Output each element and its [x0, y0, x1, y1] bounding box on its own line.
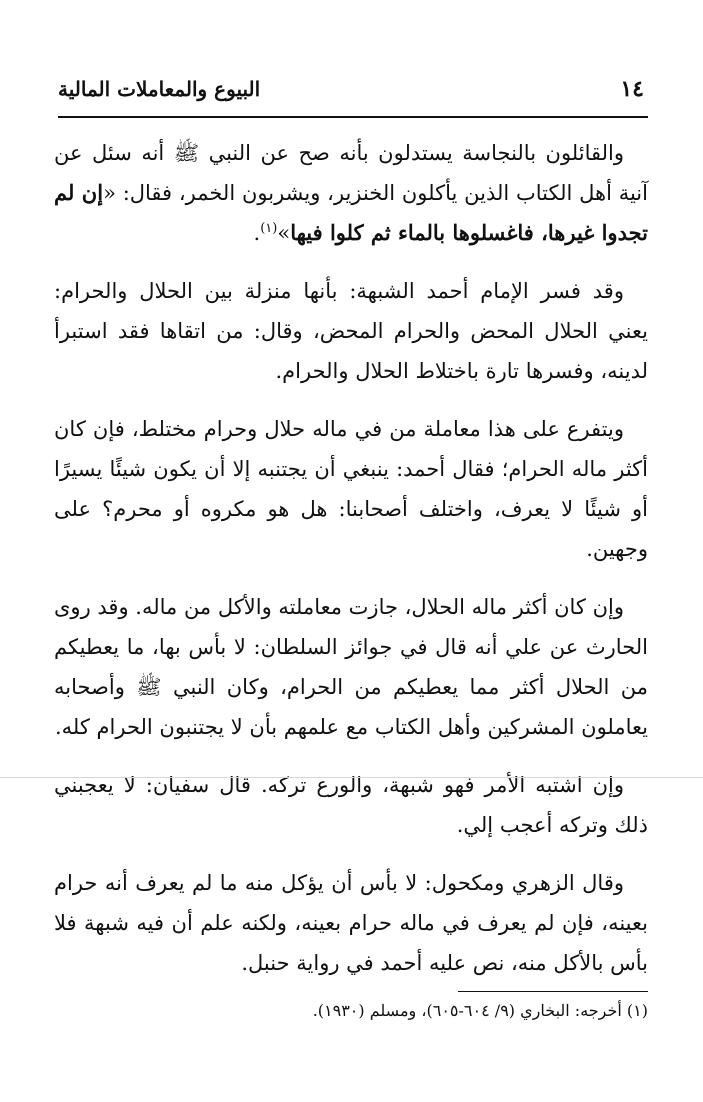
paragraph-5: وإن اشتبه الأمر فهو شبهة، والورع تركه. قال سفيان: لا يعجبني ذلك وتركه أعجب إلي.	[54, 773, 648, 837]
paragraph-6: وقال الزهري ومكحول: لا بأس أن يؤكل منه ما لم يعرف أنه حرام بعينه، فإن لم يعرف في ماله حرام بعينه، ولكنه علم أن فيه شبهة فلا بأس بالأكل منه، نص عليه أحمد في رواية حنبل.	[54, 871, 648, 975]
running-title: البيوع والمعاملات المالية	[58, 77, 261, 101]
paragraph-4: وإن كان أكثر ماله الحلال، جازت معاملته والأكل من ماله. وقد روى الحارث عن علي أنه قال في جوائز السلطان: لا بأس بها، ما يعطيكم من الحلال أكثر مما يعطيكم من الحرام، وكان النبي ﷺ وأصحابه يعاملون المشركين وأهل الكتاب مع علمهم بأن لا يجتنبون الحرام كله.	[54, 595, 648, 739]
footnote-reference: (١)	[260, 221, 278, 236]
page-header	[58, 72, 646, 106]
paragraph-3: ويتفرع على هذا معاملة من في ماله حلال وحرام مختلط، فإن كان أكثر ماله الحرام؛ فقال أحمد: ينبغي أن يجتنبه إلا أن يكون شيئًا يسيرًا أو شيئًا لا يعرف، واختلف أصحابنا: هل هو مكروه أو محرم؟ على وجهين.	[54, 417, 648, 561]
paragraph-2: وقد فسر الإمام أحمد الشبهة: بأنها منزلة بين الحلال والحرام: يعني الحلال المحض والحرام المحض، وقال: من اتقاها فقد استبرأ لدينه، وفسرها تارة باختلاط الحلال والحرام.	[54, 279, 648, 383]
paragraph-1	[54, 133, 648, 253]
scan-artifact-line	[0, 777, 703, 778]
hadith-quote: إن لم تجدوا غيرها، فاغسلوها بالماء ثم كلوا فيها	[54, 180, 648, 245]
paragraph-1-end: .	[253, 221, 261, 245]
body-text	[54, 133, 648, 983]
footnote: (١) أخرجه: البخاري (٩/ ٦٠٤-٦٠٥)، ومسلم (١٩٣٠).	[312, 1001, 648, 1020]
paragraph-1-text: والقائلون بالنجاسة يستدلون بأنه صح عن النبي ﷺ أنه سئل عن آنية أهل الكتاب الذين يأكلون الخنزير، ويشربون الخمر، فقال: «	[54, 141, 648, 205]
header-rule	[58, 116, 648, 118]
quote-close: »	[277, 221, 291, 245]
page-number: ١٤	[620, 76, 644, 102]
footnote-separator	[458, 991, 648, 992]
